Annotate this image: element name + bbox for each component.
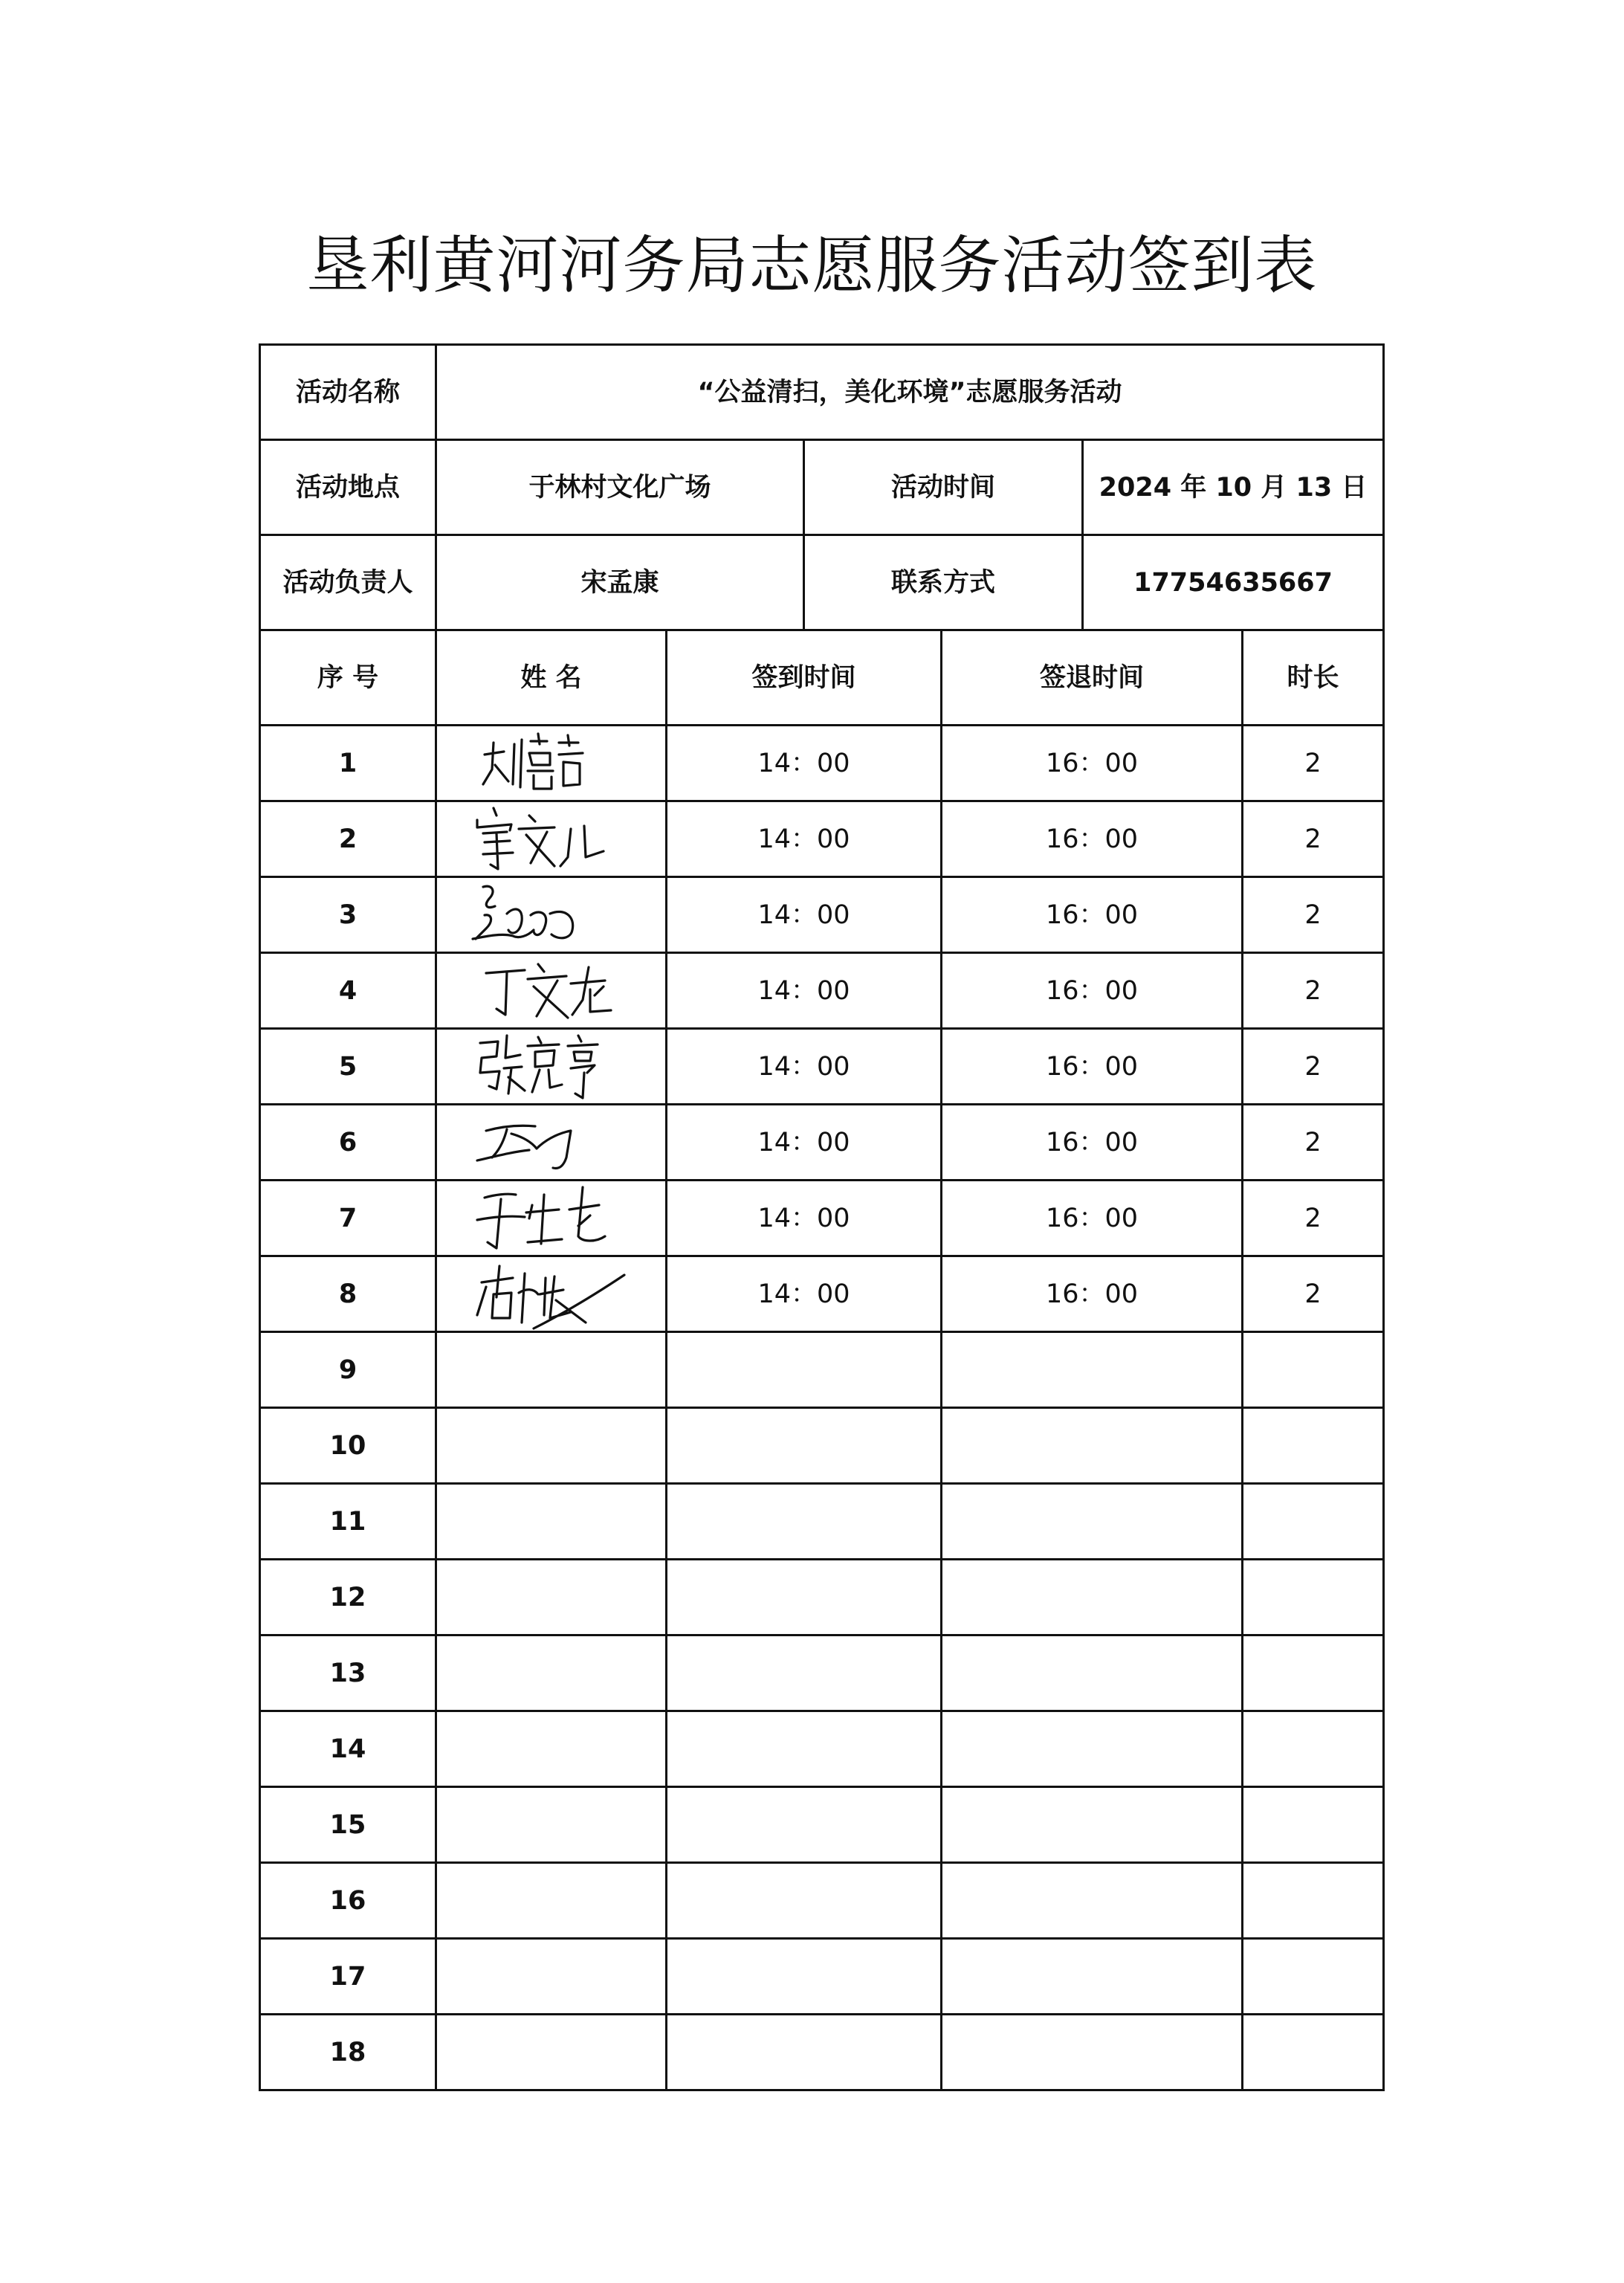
sign-out-time [942,1787,1243,1863]
name-cell [436,1635,667,1711]
table-row [260,1787,1384,1863]
sign-out-time: 16：00 [942,801,1243,877]
row-index: 2 [260,801,436,877]
table-row [260,953,1384,1029]
sign-in-time: 14：00 [667,953,942,1029]
row-index: 4 [260,953,436,1029]
table-row [260,1484,1384,1560]
table-row [260,1408,1384,1484]
name-cell [436,2015,667,2090]
row-index: 6 [260,1105,436,1181]
row-index: 18 [260,2015,436,2090]
name-cell [436,1484,667,1560]
sign-out-time [942,2015,1243,2090]
row-index: 15 [260,1787,436,1863]
sign-in-time: 14：00 [667,877,942,953]
duration [1243,1560,1384,1635]
sign-in-time [667,1863,942,1939]
sign-in-time [667,1635,942,1711]
sign-out-time: 16：00 [942,726,1243,801]
sign-out-time: 16：00 [942,1181,1243,1256]
column-header-sign-out: 签退时间 [942,630,1243,726]
table-row [260,801,1384,877]
activity-name-value: “公益清扫，美化环境”志愿服务活动 [436,345,1384,440]
sign-in-time [667,1484,942,1560]
signature-8 [467,1241,638,1337]
activity-name-label: 活动名称 [260,345,436,440]
name-cell [436,1863,667,1939]
sign-in-table [259,343,1385,2091]
table-row [260,1863,1384,1939]
contact-value: 17754635667 [1083,535,1384,630]
duration [1243,2015,1384,2090]
duration [1243,1939,1384,2015]
sign-in-time: 14：00 [667,1181,942,1256]
duration [1243,1787,1384,1863]
duration [1243,1863,1384,1939]
sign-out-time: 16：00 [942,1105,1243,1181]
duration: 2 [1243,1256,1384,1332]
row-index: 8 [260,1256,436,1332]
location-label: 活动地点 [260,440,436,535]
sign-out-time [942,1863,1243,1939]
sign-out-time [942,1484,1243,1560]
row-index: 13 [260,1635,436,1711]
leader-label: 活动负责人 [260,535,436,630]
sign-in-time [667,1332,942,1408]
sign-out-time: 16：00 [942,1256,1243,1332]
table-row [260,877,1384,953]
row-index: 16 [260,1863,436,1939]
sign-out-time [942,1560,1243,1635]
sign-in-time [667,1408,942,1484]
row-index: 9 [260,1332,436,1408]
sign-out-time: 16：00 [942,953,1243,1029]
duration: 2 [1243,1181,1384,1256]
duration: 2 [1243,1105,1384,1181]
row-index: 5 [260,1029,436,1105]
row-index: 10 [260,1408,436,1484]
duration [1243,1711,1384,1787]
table-row [260,1029,1384,1105]
name-cell [436,1711,667,1787]
column-header-duration: 时长 [1243,630,1384,726]
sign-out-time [942,1635,1243,1711]
time-value: 2024 年 10 月 13 日 [1083,440,1384,535]
contact-label: 联系方式 [804,535,1083,630]
table-row [260,1711,1384,1787]
activity-name-row [260,345,1384,440]
time-label: 活动时间 [804,440,1083,535]
table-row [260,1560,1384,1635]
sign-in-time [667,1939,942,2015]
column-header-name: 姓 名 [436,630,667,726]
duration: 2 [1243,801,1384,877]
table-row [260,2015,1384,2090]
duration: 2 [1243,953,1384,1029]
row-index: 14 [260,1711,436,1787]
location-time-row [260,440,1384,535]
column-header-sign-in: 签到时间 [667,630,942,726]
sign-out-time [942,1711,1243,1787]
leader-contact-row [260,535,1384,630]
table-row [260,1939,1384,2015]
table-row [260,726,1384,801]
table-row [260,1635,1384,1711]
sign-in-time [667,1787,942,1863]
name-cell [436,1332,667,1408]
page-title: 垦利黄河河务局志愿服务活动签到表 [306,229,1318,302]
sign-in-time: 14：00 [667,1029,942,1105]
table-row [260,1256,1384,1332]
table-row [260,1181,1384,1256]
duration: 2 [1243,726,1384,801]
row-index: 12 [260,1560,436,1635]
sign-in-time [667,1560,942,1635]
sign-out-time [942,1332,1243,1408]
row-index: 1 [260,726,436,801]
row-index: 11 [260,1484,436,1560]
duration: 2 [1243,1029,1384,1105]
sign-out-time: 16：00 [942,1029,1243,1105]
duration [1243,1332,1384,1408]
duration [1243,1635,1384,1711]
sign-in-time [667,2015,942,2090]
duration: 2 [1243,877,1384,953]
name-cell [436,1787,667,1863]
table-row [260,1105,1384,1181]
column-header-row [260,630,1384,726]
sign-out-time [942,1939,1243,2015]
name-cell [436,1939,667,2015]
duration [1243,1408,1384,1484]
sign-in-time: 14：00 [667,726,942,801]
sign-in-time [667,1711,942,1787]
column-header-index: 序 号 [260,630,436,726]
sign-in-time: 14：00 [667,1105,942,1181]
row-index: 7 [260,1181,436,1256]
name-cell [436,1408,667,1484]
sign-in-time: 14：00 [667,801,942,877]
table-row [260,1332,1384,1408]
row-index: 3 [260,877,436,953]
sign-in-time: 14：00 [667,1256,942,1332]
name-cell [436,1560,667,1635]
duration [1243,1484,1384,1560]
leader-value: 宋孟康 [436,535,804,630]
sign-out-time [942,1408,1243,1484]
sign-out-time: 16：00 [942,877,1243,953]
row-index: 17 [260,1939,436,2015]
signature-cell [436,1256,667,1332]
location-value: 于林村文化广场 [436,440,804,535]
